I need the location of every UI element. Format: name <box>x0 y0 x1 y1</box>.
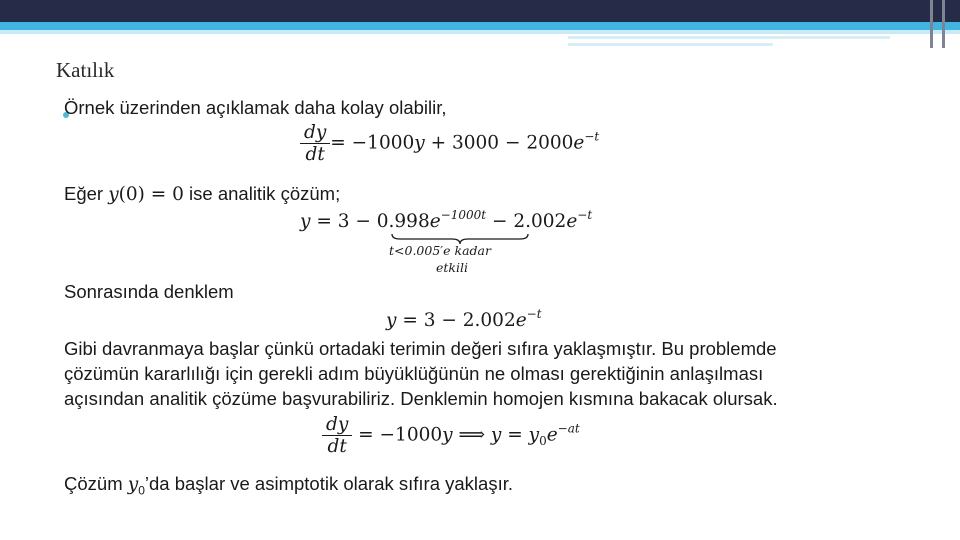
followup-text: Sonrasında denklem <box>64 281 234 302</box>
eq-part: = <box>501 424 529 446</box>
eq-exponent: −t <box>577 208 593 222</box>
corner-deco <box>930 0 933 48</box>
implies-arrow-icon: ⟹ <box>452 424 491 446</box>
eq-part: (0) = 0 <box>118 184 184 205</box>
fraction-numerator: dy <box>304 122 327 143</box>
text-part: Eğer <box>64 183 109 204</box>
header-dark-bar <box>0 0 960 22</box>
eq-e: e <box>566 211 578 232</box>
condition-text <box>64 182 340 207</box>
header-accent-bar <box>0 22 960 30</box>
eq-part: − 2.002 <box>486 211 567 232</box>
header-deco-line <box>568 43 773 46</box>
text-part: ise analitik çözüm; <box>183 183 341 204</box>
header-deco-line <box>568 36 890 39</box>
equation-2 <box>300 208 592 232</box>
eq-part: = −1000 <box>330 132 415 154</box>
underbrace-label: etkili <box>436 260 468 275</box>
intro-text: Örnek üzerinden açıklamak daha kolay olabilir, <box>64 97 447 118</box>
eq-part: = 3 − 2.002 <box>396 310 516 331</box>
eq-var: y <box>490 424 502 446</box>
text-part: ’da başlar ve asimptotik olarak sıfıra yaklaşır. <box>144 473 513 494</box>
fraction-denominator: dt <box>322 435 352 457</box>
eq-coef: 0.998 <box>376 211 430 232</box>
slide-title: Katılık <box>56 58 115 82</box>
fraction-numerator: dy <box>326 414 349 435</box>
equation-4 <box>322 414 580 457</box>
eq-var: y <box>442 424 453 446</box>
header-accent-bar-light <box>0 30 960 34</box>
eq-exponent: −1000t <box>440 208 487 222</box>
eq-subscript: 0 <box>138 483 145 498</box>
eq-e: e <box>546 424 558 446</box>
paragraph-line: Gibi davranmaya başlar çünkü ortadaki terimin değeri sıfıra yaklaşmıştır. Bu problemde <box>64 338 777 359</box>
eq-e: e <box>573 132 585 154</box>
eq-exponent: −t <box>526 307 542 321</box>
eq-exponent: −at <box>557 421 580 436</box>
conclusion-text <box>64 472 513 503</box>
eq-var: y <box>414 132 425 154</box>
equation-1 <box>300 122 599 165</box>
eq-part: = 3 − <box>310 211 377 232</box>
eq-e: e <box>515 310 527 331</box>
eq-var: y <box>108 184 119 205</box>
equation-3 <box>386 307 542 331</box>
eq-exponent: −t <box>584 129 600 144</box>
eq-part: = −1000 <box>352 424 443 446</box>
paragraph-line: çözümün kararlılığı için gerekli adım büyüklüğünün ne olması gerektiğinin anlaşılması <box>64 363 764 384</box>
eq-var: y <box>127 474 139 495</box>
eq-var: y <box>528 424 540 446</box>
eq-part: + 3000 − 2000 <box>424 132 574 154</box>
corner-deco <box>942 0 945 48</box>
fraction <box>300 122 330 165</box>
fraction-denominator: dt <box>300 143 330 165</box>
eq-var: y <box>300 211 311 232</box>
eq-subscript: 0 <box>539 434 547 449</box>
paragraph-line: açısından analitik çözüme başvurabiliriz. Denklemin homojen kısmına bakacak olursak. <box>64 388 778 409</box>
eq-e: e <box>429 211 441 232</box>
underbrace-label: t<0.005′e kadar <box>389 243 491 258</box>
text-part: Çözüm <box>64 473 128 494</box>
eq-var: y <box>386 310 397 331</box>
fraction <box>322 414 352 457</box>
